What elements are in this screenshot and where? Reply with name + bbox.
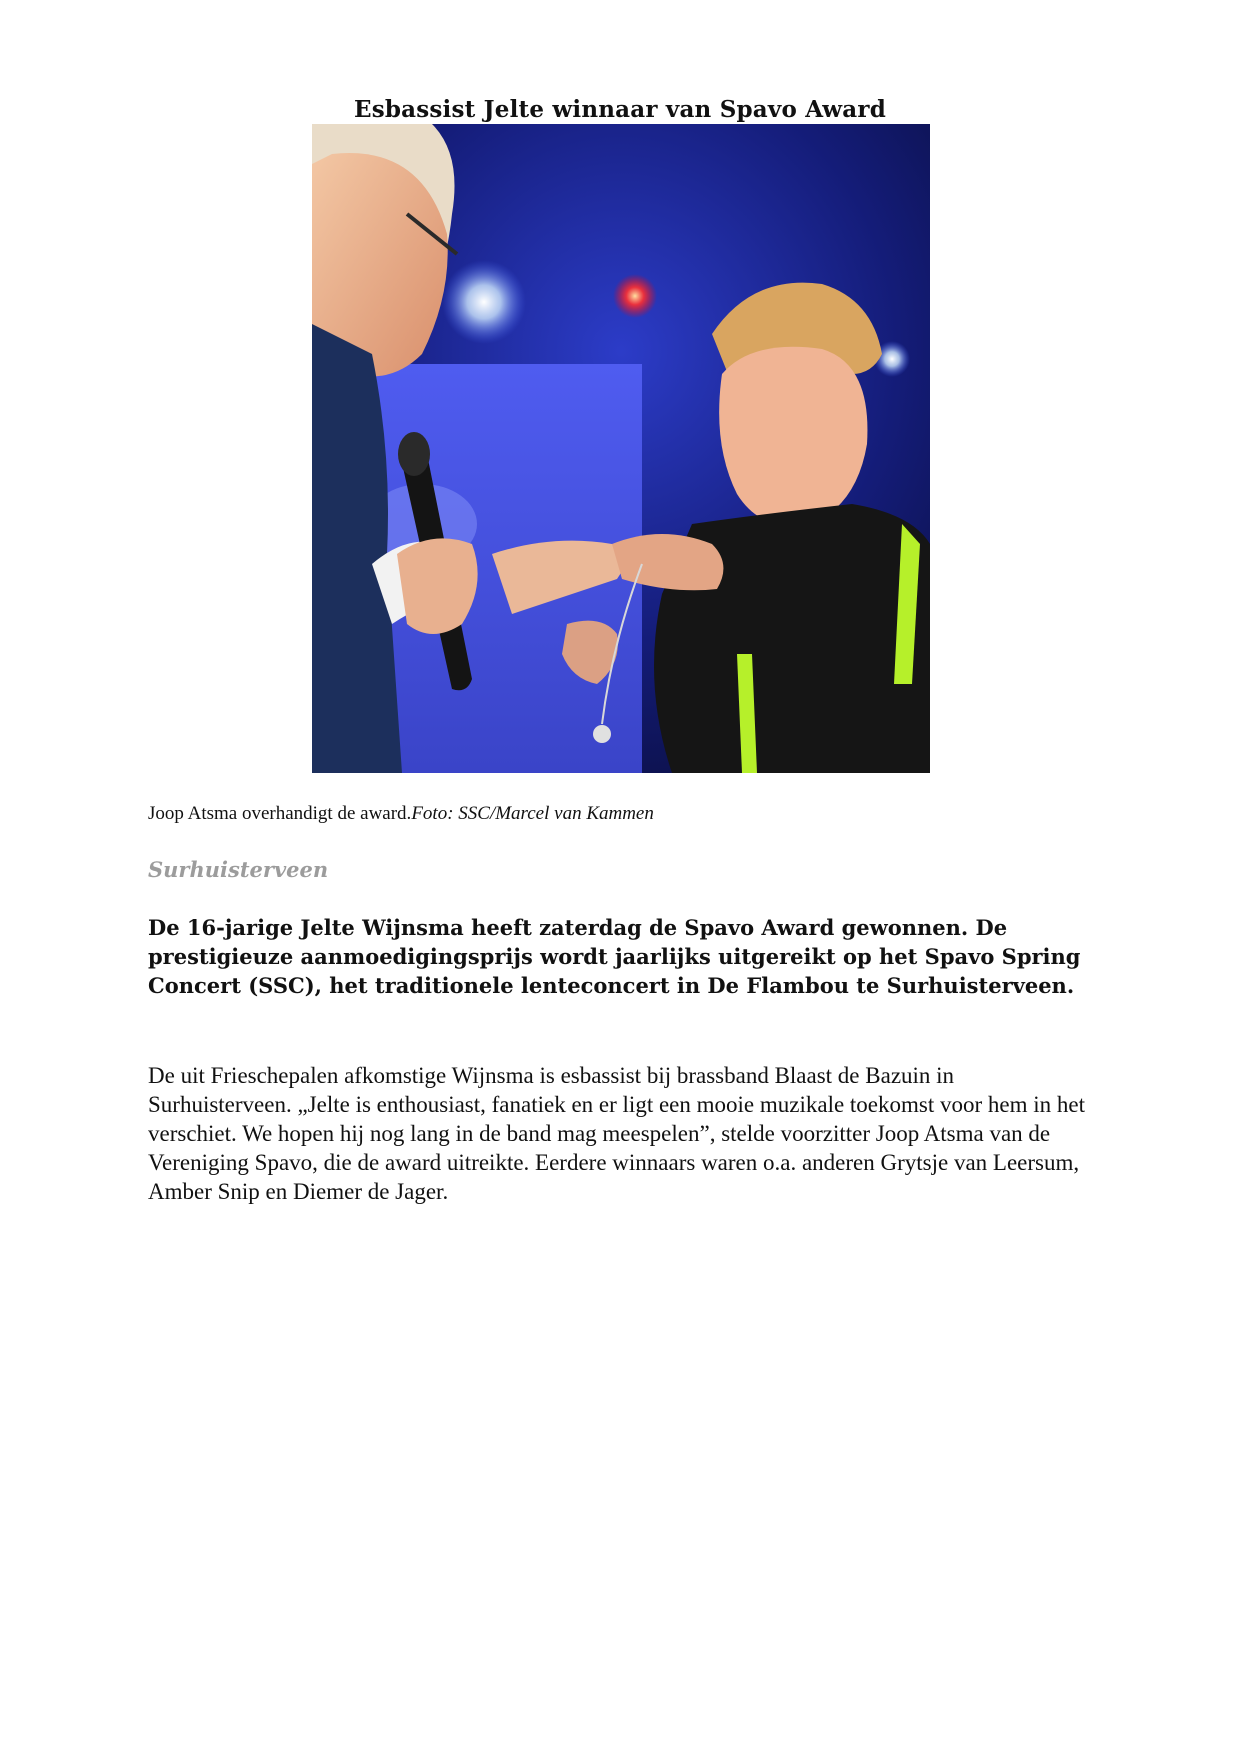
article-headline: Esbassist Jelte winnaar van Spavo Award <box>353 96 887 123</box>
photo-credit: Foto: SSC/Marcel van Kammen <box>411 803 654 824</box>
article-lead: De 16-jarige Jelte Wijnsma heeft zaterdag de Spavo Award gewonnen. De prestigieuze aanmoedigingsprijs wordt jaarlijks uitgereikt op het Spavo Spring Concert (SSC), het traditionele lenteconcert in De Flambou te Surhuisterveen. <box>148 915 1081 998</box>
award-presentation-photo <box>312 124 930 773</box>
medal <box>593 725 611 743</box>
photo-caption <box>148 803 654 825</box>
article-body: De uit Frieschepalen afkomstige Wijnsma is esbassist bij brassband Blaast de Bazuin in Surhuisterveen. „Jelte is enthousiast, fanatiek en er ligt een mooie muzikale toekomst voor hem in het verschiet. We hopen hij nog lang in de band mag meespelen”, stelde voorzitter Joop Atsma van de Vereniging Spavo, die de award uitreikte. Eerdere winnaars waren o.a. anderen Grytsje van Leersum, Amber Snip en Diemer de Jager. <box>148 1063 1085 1204</box>
stage-light-red <box>613 274 657 318</box>
stage-light-white <box>442 260 526 344</box>
dateline: Surhuisterveen <box>148 857 329 882</box>
article-photo <box>312 124 930 773</box>
caption-text: Joop Atsma overhandigt de award. <box>148 803 412 824</box>
